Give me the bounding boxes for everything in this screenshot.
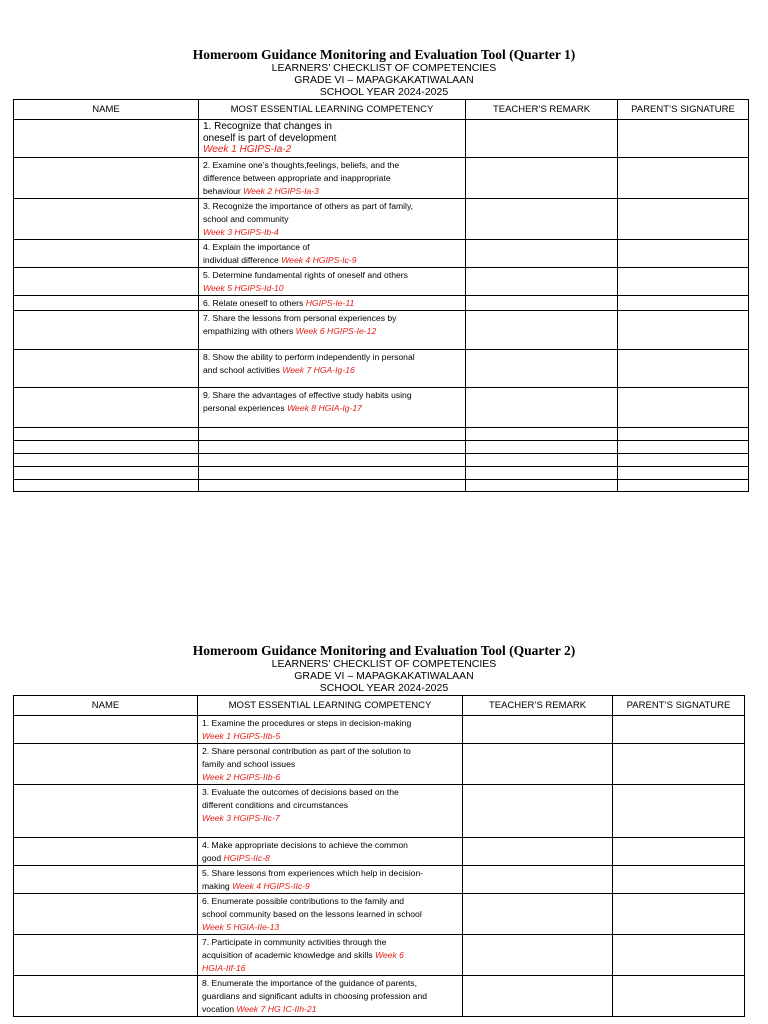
parent-signature-cell[interactable] — [618, 388, 749, 428]
parent-signature-cell[interactable] — [613, 894, 745, 935]
competency-cell — [198, 866, 463, 894]
competency-cell — [199, 311, 466, 350]
name-cell[interactable] — [14, 441, 199, 454]
doc-subtitle: LEARNERS’ CHECKLIST OF COMPETENCIES — [271, 62, 497, 74]
teacher-remark-cell[interactable] — [466, 158, 618, 199]
parent-signature-cell[interactable] — [613, 866, 745, 894]
table-row — [14, 240, 749, 268]
competency-code: Week 6 HGIPS-Ie-12 — [295, 326, 377, 336]
parent-signature-cell[interactable] — [618, 268, 749, 296]
col-header-teacher-remark: TEACHER’S REMARK — [466, 100, 618, 120]
competency-code: Week 3 HGIPS-Ib-4 — [203, 227, 279, 237]
competency-code: HGIPS-IIc-8 — [223, 853, 270, 863]
teacher-remark-cell[interactable] — [466, 199, 618, 240]
competency-text: 5. Share lessons from experiences which help in decision- — [202, 868, 424, 878]
competency-text: 6. Relate oneself to others — [203, 298, 306, 308]
competency-text: personal experiences — [203, 403, 288, 413]
school-year: SCHOOL YEAR 2024-2025 — [319, 682, 449, 694]
teacher-remark-cell[interactable] — [466, 311, 618, 350]
name-cell[interactable] — [14, 935, 198, 976]
col-header-name: NAME — [14, 100, 199, 120]
table-row — [14, 350, 749, 388]
competency-text: 9. Share the advantages of effective study habits using — [203, 390, 412, 400]
col-header-parent-signature: PARENT’S SIGNATURE — [613, 696, 745, 716]
parent-signature-cell[interactable] — [618, 350, 749, 388]
name-cell[interactable] — [14, 785, 198, 838]
doc-subtitle: LEARNERS’ CHECKLIST OF COMPETENCIES — [271, 658, 497, 670]
competency-text: 8. Show the ability to perform independently in personal — [203, 352, 415, 362]
competency-cell — [198, 976, 463, 1017]
competency-code: Week 3 HGIPS-IIc-7 — [202, 813, 280, 823]
table-row — [14, 268, 749, 296]
competency-cell — [198, 894, 463, 935]
competency-text: individual difference — [203, 255, 282, 265]
teacher-remark-cell[interactable] — [466, 240, 618, 268]
competency-text: oneself is part of development — [203, 132, 337, 144]
table-row — [14, 388, 749, 428]
col-header-name: NAME — [14, 696, 198, 716]
name-cell[interactable] — [14, 388, 199, 428]
teacher-remark-cell[interactable] — [463, 866, 613, 894]
parent-signature-cell[interactable] — [618, 158, 749, 199]
competency-code: Week 7 HGA-Ig-16 — [282, 365, 355, 375]
table-row — [14, 716, 745, 744]
competency-text: acquisition of academic knowledge and skills — [202, 950, 375, 960]
doc-title: Homeroom Guidance Monitoring and Evaluation Tool (Quarter 2) — [192, 643, 576, 658]
competency-cell[interactable] — [199, 428, 466, 441]
name-cell[interactable] — [14, 158, 199, 199]
competency-code: Week 2 HGIPS-Ia-3 — [243, 186, 319, 196]
col-header-competency: MOST ESSENTIAL LEARNING COMPETENCY — [198, 696, 463, 716]
competency-cell[interactable] — [199, 441, 466, 454]
competency-cell — [199, 199, 466, 240]
quarter-1-section — [0, 47, 768, 98]
grade-label: GRADE VI – MAPAGKAKATIWALAAN — [294, 670, 474, 682]
competency-code: Week 1 HGIPS-Ia-2 — [203, 144, 292, 155]
teacher-remark-cell[interactable] — [466, 268, 618, 296]
name-cell[interactable] — [14, 467, 199, 480]
parent-signature-cell[interactable] — [618, 454, 749, 467]
competency-text: 6. Enumerate possible contributions to the family and — [202, 896, 405, 906]
teacher-remark-cell[interactable] — [466, 296, 618, 311]
name-cell[interactable] — [14, 454, 199, 467]
teacher-remark-cell[interactable] — [463, 894, 613, 935]
name-cell[interactable] — [14, 744, 198, 785]
competency-text: 7. Participate in community activities through the — [202, 937, 387, 947]
name-cell[interactable] — [14, 268, 199, 296]
competency-cell[interactable] — [199, 454, 466, 467]
competency-cell — [198, 716, 463, 744]
competency-text: 3. Evaluate the outcomes of decisions based on the — [202, 787, 399, 797]
quarter-2-section — [0, 643, 768, 694]
teacher-remark-cell[interactable] — [463, 716, 613, 744]
empty-row — [14, 480, 749, 492]
competency-code: Week 8 HGIA-Ig-17 — [287, 403, 362, 413]
competency-text: 7. Share the lessons from personal experiences by — [203, 313, 397, 323]
empty-row — [14, 467, 749, 480]
competency-text: 4. Make appropriate decisions to achieve the common — [202, 840, 408, 850]
table-row — [14, 120, 749, 158]
parent-signature-cell[interactable] — [618, 296, 749, 311]
teacher-remark-cell[interactable] — [463, 838, 613, 866]
table-row — [14, 866, 745, 894]
name-cell[interactable] — [14, 311, 199, 350]
competency-text: different conditions and circumstances — [202, 800, 349, 810]
name-cell[interactable] — [14, 199, 199, 240]
competency-code: Week 5 HGIPS-Id-10 — [203, 283, 284, 293]
name-cell[interactable] — [14, 120, 199, 158]
school-year: SCHOOL YEAR 2024-2025 — [319, 86, 449, 98]
parent-signature-cell[interactable] — [618, 480, 749, 492]
competency-cell[interactable] — [199, 480, 466, 492]
parent-signature-cell[interactable] — [618, 120, 749, 158]
teacher-remark-cell[interactable] — [466, 441, 618, 454]
competency-cell — [199, 350, 466, 388]
teacher-remark-cell[interactable] — [466, 454, 618, 467]
competency-text: vocation — [202, 1004, 237, 1014]
table-row — [14, 894, 745, 935]
col-header-parent-signature: PARENT’S SIGNATURE — [618, 100, 749, 120]
teacher-remark-cell[interactable] — [463, 744, 613, 785]
competency-cell — [198, 785, 463, 838]
competency-code: Week 1 HGIPS-IIb-5 — [202, 731, 281, 741]
q2-checklist-table — [13, 695, 745, 1017]
teacher-remark-cell[interactable] — [466, 428, 618, 441]
parent-signature-cell[interactable] — [613, 744, 745, 785]
competency-cell — [199, 240, 466, 268]
parent-signature-cell[interactable] — [613, 716, 745, 744]
competency-text: difference between appropriate and inappropriate — [203, 173, 391, 183]
teacher-remark-cell[interactable] — [466, 480, 618, 492]
table-row — [14, 785, 745, 838]
empty-row — [14, 428, 749, 441]
table-row — [14, 838, 745, 866]
competency-code: Week 4 HGIPS-Ic-9 — [281, 255, 357, 265]
teacher-remark-cell[interactable] — [466, 467, 618, 480]
parent-signature-cell[interactable] — [613, 935, 745, 976]
competency-text: empathizing with others — [203, 326, 296, 336]
parent-signature-cell[interactable] — [613, 976, 745, 1017]
competency-cell — [199, 388, 466, 428]
competency-cell — [198, 935, 463, 976]
empty-row — [14, 454, 749, 467]
competency-code: Week 6 — [374, 950, 404, 960]
competency-text: and school activities — [203, 365, 283, 375]
competency-text: school community based on the lessons learned in school — [202, 909, 422, 919]
competency-code: Week 7 HG IC-IIh-21 — [236, 1004, 317, 1014]
parent-signature-cell[interactable] — [618, 199, 749, 240]
name-cell[interactable] — [14, 480, 199, 492]
parent-signature-cell[interactable] — [613, 785, 745, 838]
competency-cell — [199, 158, 466, 199]
teacher-remark-cell[interactable] — [466, 388, 618, 428]
table-row — [14, 158, 749, 199]
col-header-teacher-remark: TEACHER’S REMARK — [463, 696, 613, 716]
parent-signature-cell[interactable] — [618, 428, 749, 441]
competency-code: Week 5 HGIA-IIe-13 — [202, 922, 280, 932]
doc-title: Homeroom Guidance Monitoring and Evaluation Tool (Quarter 1) — [192, 47, 576, 62]
competency-text: 1. Examine the procedures or steps in decision-making — [202, 718, 412, 728]
parent-signature-cell[interactable] — [618, 467, 749, 480]
teacher-remark-cell[interactable] — [463, 976, 613, 1017]
competency-text: making — [202, 881, 233, 891]
competency-cell — [199, 296, 466, 311]
name-cell[interactable] — [14, 296, 199, 311]
teacher-remark-cell[interactable] — [463, 785, 613, 838]
competency-cell[interactable] — [199, 467, 466, 480]
competency-code: Week 2 HGIPS-IIb-6 — [202, 772, 281, 782]
competency-cell — [199, 120, 466, 158]
competency-text: school and community — [203, 214, 289, 224]
competency-text: guardians and significant adults in choosing profession and — [202, 991, 428, 1001]
teacher-remark-cell[interactable] — [463, 935, 613, 976]
parent-signature-cell[interactable] — [618, 441, 749, 454]
competency-cell — [199, 268, 466, 296]
name-cell[interactable] — [14, 838, 198, 866]
competency-cell — [198, 838, 463, 866]
competency-text: 3. Recognize the importance of others as part of family, — [203, 201, 414, 211]
grade-label: GRADE VI – MAPAGKAKATIWALAAN — [294, 74, 474, 86]
table-row — [14, 976, 745, 1017]
competency-text: 4. Explain the importance of — [203, 242, 310, 252]
name-cell[interactable] — [14, 428, 199, 441]
competency-cell — [198, 744, 463, 785]
table-row — [14, 296, 749, 311]
competency-text: family and school issues — [202, 759, 296, 769]
table-row — [14, 744, 745, 785]
competency-text: good — [202, 853, 224, 863]
competency-code: HGIPS-Ie-11 — [305, 298, 355, 308]
teacher-remark-cell[interactable] — [466, 350, 618, 388]
competency-text: 1. Recognize that changes in — [203, 121, 332, 132]
competency-text: 5. Determine fundamental rights of oneself and others — [203, 270, 408, 280]
table-row — [14, 311, 749, 350]
col-header-competency: MOST ESSENTIAL LEARNING COMPETENCY — [199, 100, 466, 120]
competency-text: behaviour — [203, 186, 244, 196]
name-cell[interactable] — [14, 716, 198, 744]
competency-text: 2. Share personal contribution as part of the solution to — [202, 746, 411, 756]
table-row — [14, 935, 745, 976]
parent-signature-cell[interactable] — [613, 838, 745, 866]
teacher-remark-cell[interactable] — [466, 120, 618, 158]
competency-text: 8. Enumerate the importance of the guidance of parents, — [202, 978, 417, 988]
parent-signature-cell[interactable] — [618, 240, 749, 268]
name-cell[interactable] — [14, 350, 199, 388]
table-row — [14, 199, 749, 240]
competency-code: Week 4 HGIPS-IIc-9 — [232, 881, 310, 891]
competency-code: HGIA-IIf-16 — [202, 963, 246, 973]
name-cell[interactable] — [14, 976, 198, 1017]
name-cell[interactable] — [14, 866, 198, 894]
parent-signature-cell[interactable] — [618, 311, 749, 350]
q1-checklist-table — [13, 99, 749, 492]
name-cell[interactable] — [14, 894, 198, 935]
name-cell[interactable] — [14, 240, 199, 268]
empty-row — [14, 441, 749, 454]
competency-text: 2. Examine one’s thoughts,feelings, beliefs, and the — [203, 160, 400, 170]
